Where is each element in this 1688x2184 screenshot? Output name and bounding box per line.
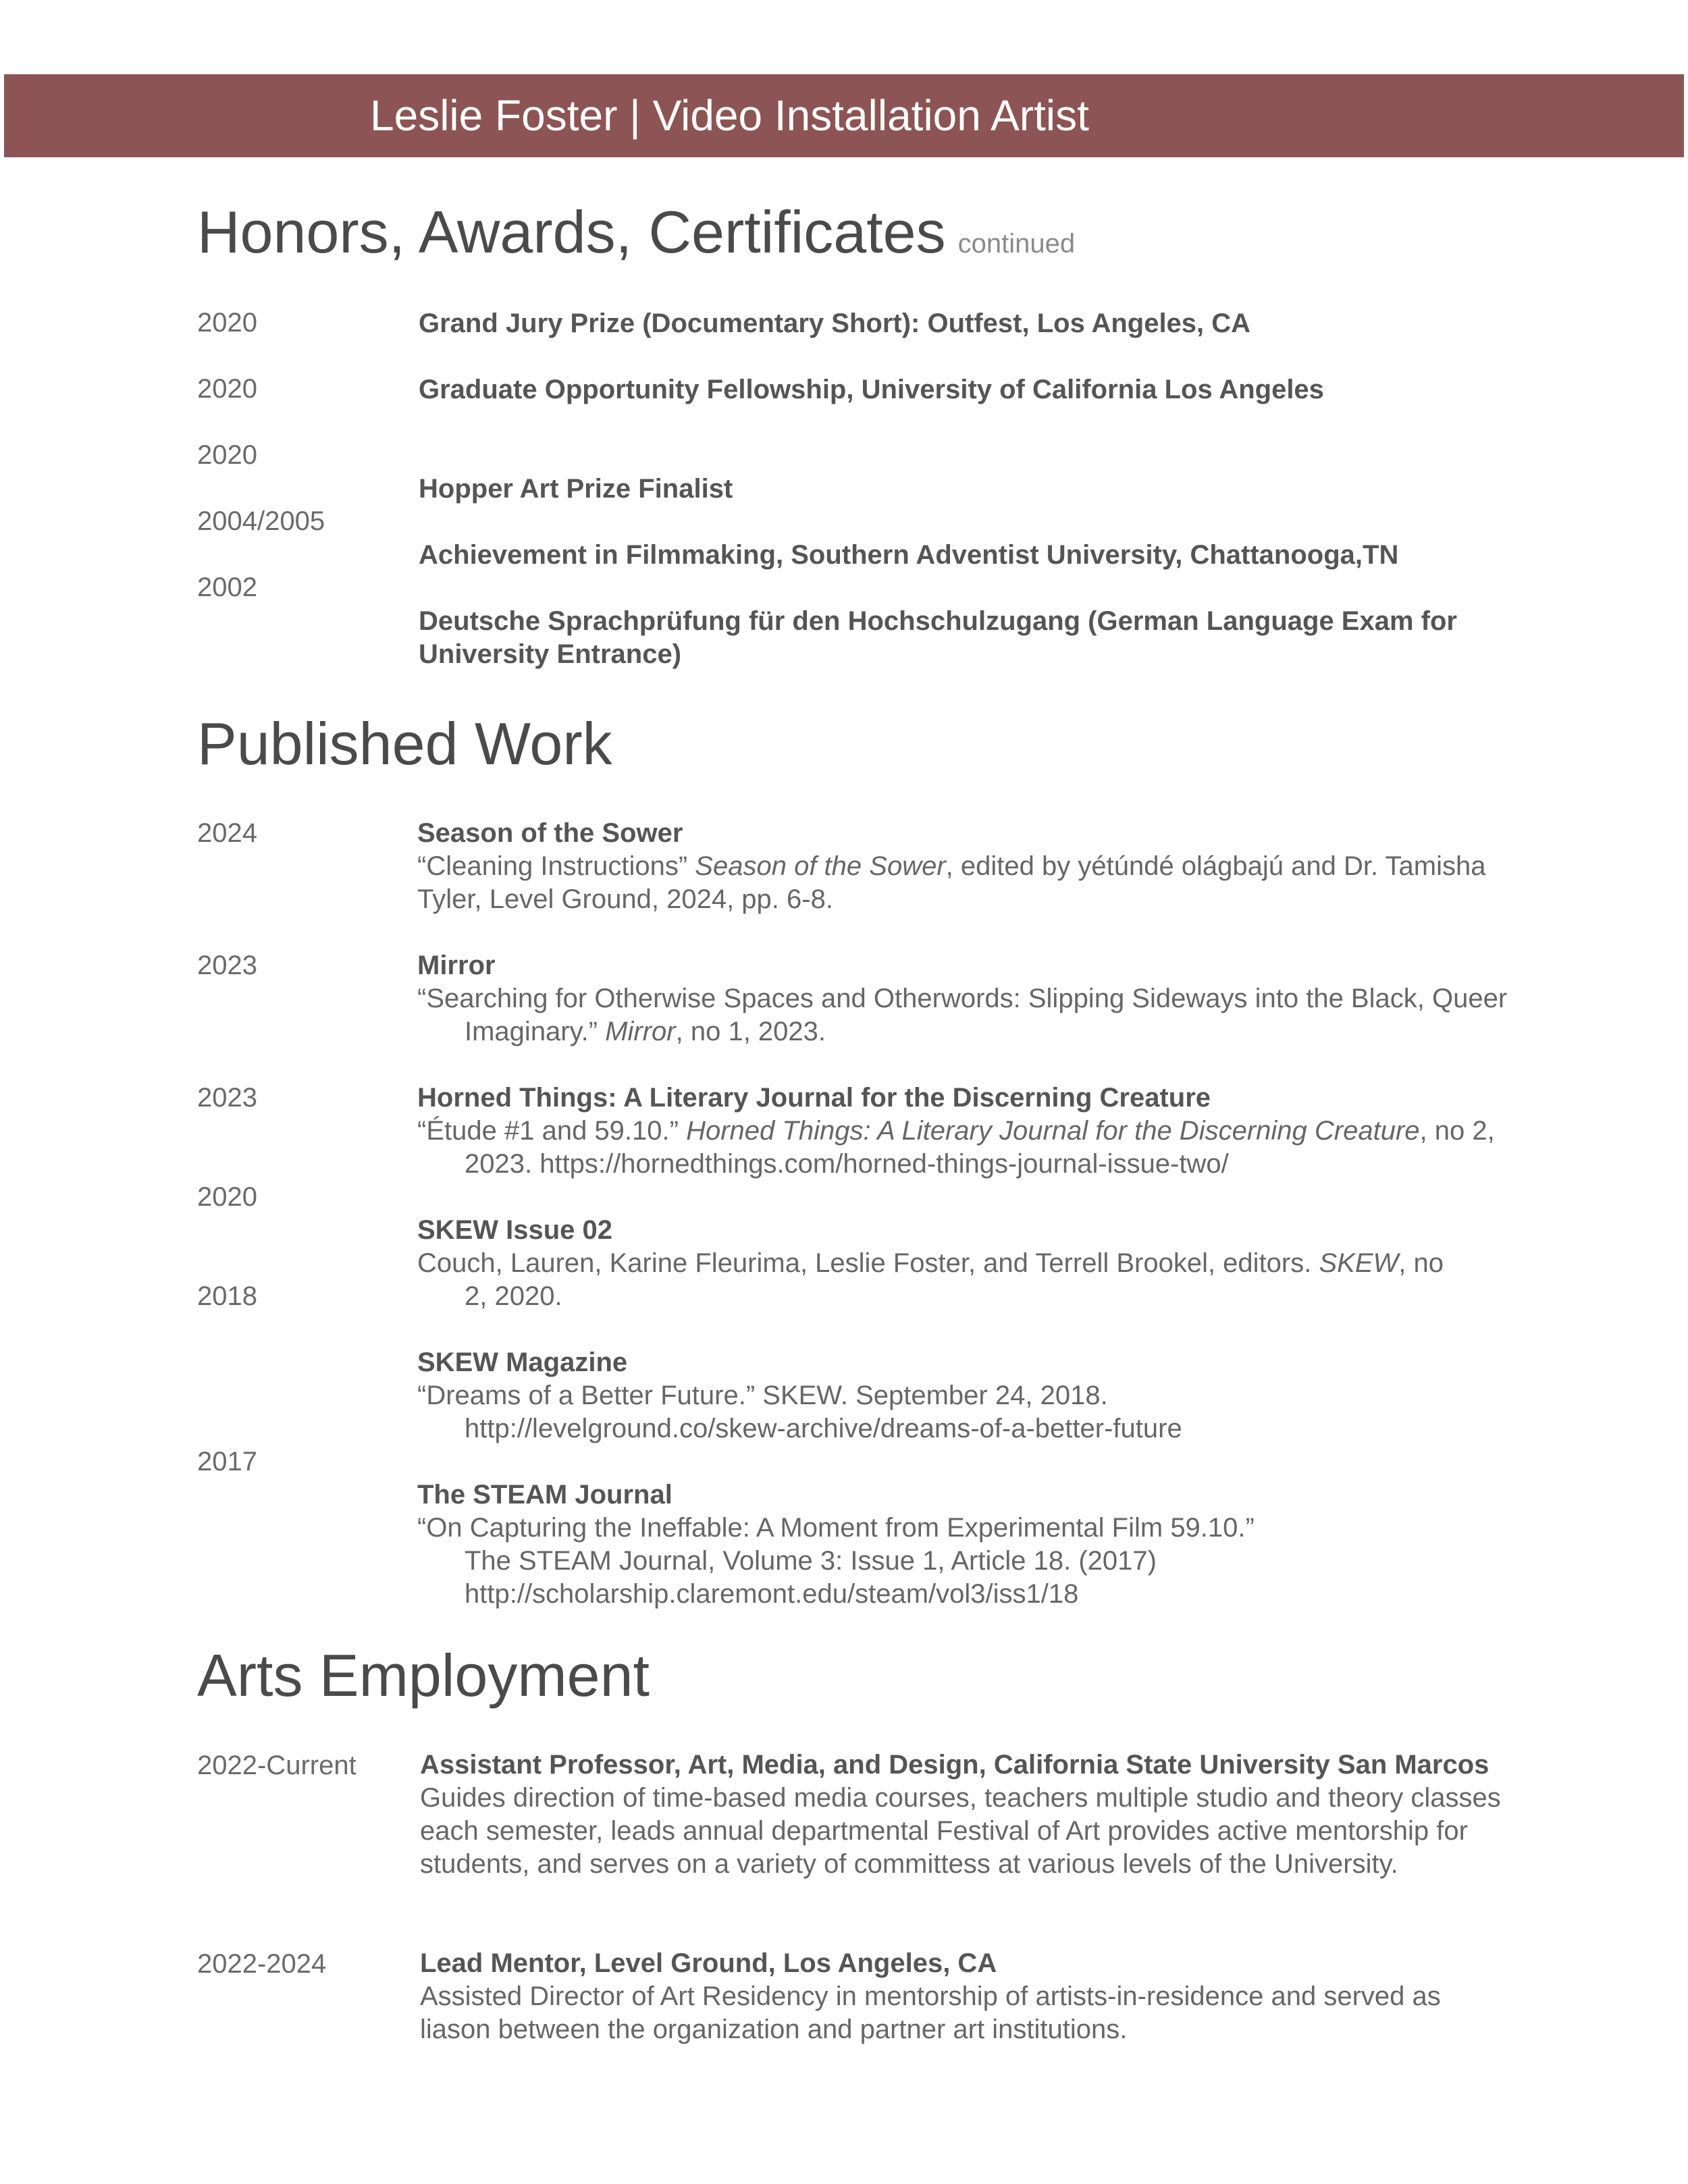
published-entry xyxy=(417,949,1531,1048)
honors-item: Deutsche Sprachprüfung für den Hochschulzugang (German Language Exam for University Entrance) xyxy=(419,606,1457,669)
publication-citation: Couch, Lauren, Karine Fleurima, Leslie Foster, and Terrell Brookel, editors. SKEW, no 2, 2020. xyxy=(417,1248,1444,1311)
honors-item: Graduate Opportunity Fellowship, University of California Los Angeles xyxy=(419,375,1324,404)
published-year: 2023 xyxy=(197,951,257,980)
position-description: Guides direction of time-based media courses, teachers multiple studio and theory classes each semester, leads annual departmental Festival of Art provides active mentorship for students, and serves on a variety of committess at various levels of the University. xyxy=(420,1783,1501,1879)
publication-title: SKEW Issue 02 xyxy=(417,1215,613,1245)
published-entry xyxy=(417,1214,1471,1313)
honors-item: Grand Jury Prize (Documentary Short): Outfest, Los Angeles, CA xyxy=(419,309,1251,338)
honors-item: Achievement in Filmmaking, Southern Adventist University, Chattanooga,TN xyxy=(419,540,1399,570)
published-heading: Published Work xyxy=(197,710,612,777)
honors-title: Honors, Awards, Certificates xyxy=(197,198,946,265)
honors-heading xyxy=(197,198,1076,265)
publication-citation: “Dreams of a Better Future.” SKEW. September 24, 2018. http://levelground.co/skew-archive/dreams-of-a-better-future xyxy=(417,1381,1182,1443)
publication-citation: “Searching for Otherwise Spaces and Otherwords: Slipping Sideways into the Black, Queer Imaginary.” Mirror, no 1, 2023. xyxy=(417,984,1508,1046)
publication-title: Season of the Sower xyxy=(417,818,683,848)
employment-entry xyxy=(420,1749,1507,1881)
position-description: Assisted Director of Art Residency in mentorship of artists-in-residence and served as liason between the organization and partner art institutions. xyxy=(420,1981,1441,2044)
published-entry xyxy=(417,1479,1295,1611)
position-title: Lead Mentor, Level Ground, Los Angeles, CA xyxy=(420,1948,997,1978)
published-year: 2023 xyxy=(197,1083,257,1113)
publication-citation: “Cleaning Instructions” Season of the Sower, edited by yétúndé olágbajú and Dr. Tamisha Tyler, Level Ground, 2024, pp. 6-8. xyxy=(417,851,1486,914)
published-year: 2024 xyxy=(197,818,257,848)
honors-year: 2002 xyxy=(197,572,257,602)
publication-title: The STEAM Journal xyxy=(417,1480,672,1510)
published-year: 2018 xyxy=(197,1281,257,1311)
honors-year: 2004/2005 xyxy=(197,506,325,536)
honors-year: 2020 xyxy=(197,374,257,404)
published-entry xyxy=(417,817,1511,916)
employment-entry xyxy=(420,1947,1507,2046)
publication-title: Mirror xyxy=(417,951,496,980)
honors-item: Hopper Art Prize Finalist xyxy=(419,474,733,504)
honors-year: 2020 xyxy=(197,308,257,338)
published-year: 2020 xyxy=(197,1182,257,1212)
published-year: 2017 xyxy=(197,1447,257,1476)
publication-title: SKEW Magazine xyxy=(417,1348,628,1377)
employment-years: 2022-Current xyxy=(197,1751,357,1780)
honors-year: 2020 xyxy=(197,440,257,470)
employment-heading: Arts Employment xyxy=(197,1642,650,1709)
employment-years: 2022-2024 xyxy=(197,1949,327,1979)
header-banner xyxy=(4,74,1684,157)
published-entry xyxy=(417,1082,1525,1181)
continued-label: continued xyxy=(957,229,1076,259)
publication-citation: “On Capturing the Ineffable: A Moment from Experimental Film 59.10.” The STEAM Journal, Volume 3: Issue 1, Article 18. (2017) http://scholarship.claremont.edu/steam/vol3/iss1/18 xyxy=(417,1513,1255,1609)
publication-citation: “Étude #1 and 59.10.” Horned Things: A Literary Journal for the Discerning Creature, no 2, 2023. https://hornedthings.com/horned-things-journal-issue-two/ xyxy=(417,1116,1495,1179)
position-title: Assistant Professor, Art, Media, and Design, California State University San Marcos xyxy=(420,1750,1489,1780)
page-title: Leslie Foster | Video Installation Artist xyxy=(370,91,1089,140)
publication-title: Horned Things: A Literary Journal for the Discerning Creature xyxy=(417,1083,1211,1113)
published-entry xyxy=(417,1346,1255,1445)
